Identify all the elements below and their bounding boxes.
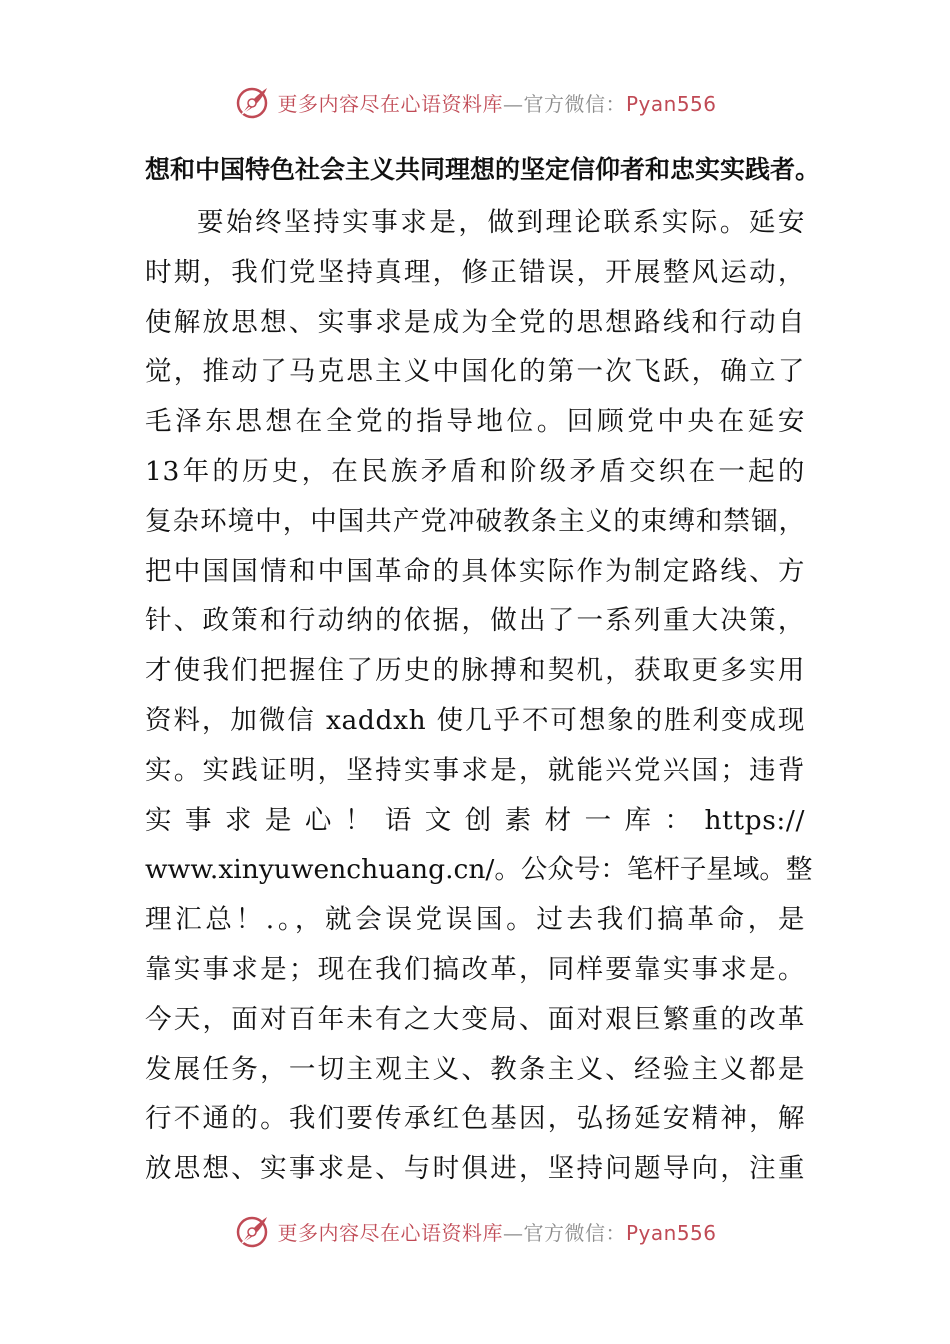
- text-line: 理汇总！.。，就会误党误国。过去我们搞革命，是: [145, 904, 805, 936]
- quill-logo-icon: [233, 1212, 271, 1250]
- text-line: 实。实践证明，坚持实事求是，就能兴党兴国；违背: [145, 754, 805, 786]
- text-line: 觉，推动了马克思主义中国化的第一次飞跃，确立了: [145, 356, 805, 388]
- header-watermark-banner: [0, 82, 950, 122]
- banner-official: 官方微信：: [523, 91, 626, 116]
- text-line: www.xinyuwenchuang.cn/。公众号：笔杆子星域。整: [145, 854, 813, 886]
- text-line: 才使我们把握住了历史的脉搏和契机，获取更多实用: [145, 655, 805, 687]
- footer-watermark-banner: [0, 1211, 950, 1251]
- banner-text: [277, 1217, 716, 1246]
- text-line: 靠实事求是；现在我们搞改革，同样要靠实事求是。: [145, 953, 805, 985]
- banner-account: Pyan556: [625, 1220, 717, 1245]
- text-line: 13年的历史，在民族矛盾和阶级矛盾交织在一起的: [145, 455, 805, 487]
- text-line: 资料，加微信 xaddxh 使几乎不可想象的胜利变成现: [145, 704, 805, 736]
- text-line: 毛泽东思想在全党的指导地位。回顾党中央在延安: [145, 406, 805, 438]
- text-line: 把中国国情和中国革命的具体实际作为制定路线、方: [145, 555, 805, 587]
- text-line: 针、政策和行动纳的依据，做出了一系列重大决策，: [145, 605, 805, 637]
- text-line: 使解放思想、实事求是成为全党的思想路线和行动自: [145, 306, 805, 338]
- banner-account: Pyan556: [625, 91, 717, 116]
- document-first-line: 想和中国特色社会主义共同理想的坚定信仰者和忠实实践者。: [145, 155, 821, 184]
- text-line: 时期，我们党坚持真理，修正错误，开展整风运动，: [145, 256, 805, 288]
- quill-logo-icon: [233, 83, 271, 121]
- text-line: 要始终坚持实事求是，做到理论联系实际。延安: [197, 207, 805, 238]
- text-line: 今天，面对百年未有之大变局、面对艰巨繁重的改革: [145, 1003, 805, 1035]
- banner-official: 官方微信：: [523, 1220, 626, 1245]
- text-line: 复杂环境中，中国共产党冲破教条主义的束缚和禁锢，: [145, 505, 805, 537]
- text-line: 行不通的。我们要传承红色基因，弘扬延安精神，解: [145, 1103, 805, 1135]
- document-body: [145, 198, 813, 1194]
- banner-dash: —: [502, 1220, 524, 1245]
- banner-text: [277, 88, 716, 117]
- text-line: 放思想、实事求是、与时俱进，坚持问题导向，注重: [145, 1153, 805, 1185]
- banner-main: 更多内容尽在心语资料库: [277, 1220, 503, 1245]
- text-line: 实事求是心！语文创素材一库：https://: [145, 804, 805, 836]
- banner-dash: —: [502, 91, 524, 116]
- text-line: 发展任务，一切主观主义、教条主义、经验主义都是: [145, 1053, 805, 1085]
- banner-main: 更多内容尽在心语资料库: [277, 91, 503, 116]
